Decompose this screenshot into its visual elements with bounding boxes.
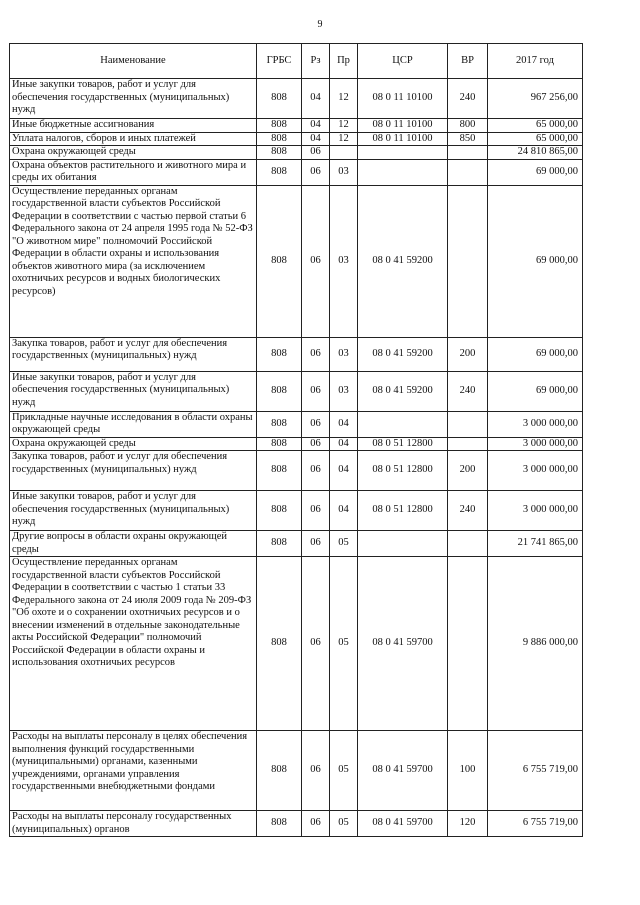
row-vr: [448, 411, 488, 437]
row-vr: [448, 185, 488, 337]
header-csr: ЦСР: [358, 44, 448, 79]
row-csr: 08 0 41 59700: [358, 557, 448, 731]
row-pr: 12: [330, 79, 358, 119]
row-vr: 120: [448, 811, 488, 837]
row-vr: 240: [448, 79, 488, 119]
row-amount: 6 755 719,00: [488, 731, 583, 811]
table-row: [10, 119, 583, 133]
row-pr: 03: [330, 371, 358, 411]
row-pr: 03: [330, 185, 358, 337]
row-grbs: 808: [257, 185, 302, 337]
row-rz: 06: [302, 451, 330, 491]
row-vr: 240: [448, 371, 488, 411]
row-grbs: 808: [257, 371, 302, 411]
row-grbs: 808: [257, 491, 302, 531]
row-pr: [330, 146, 358, 160]
row-name: Уплата налогов, сборов и иных платежей: [10, 132, 257, 146]
row-rz: 06: [302, 811, 330, 837]
row-csr: 08 0 41 59200: [358, 185, 448, 337]
row-name: Закупка товаров, работ и услуг для обеспечения государственных (муниципальных) нужд: [10, 337, 257, 371]
row-amount: 3 000 000,00: [488, 411, 583, 437]
row-grbs: 808: [257, 79, 302, 119]
row-csr: [358, 159, 448, 185]
row-rz: 06: [302, 531, 330, 557]
table-row: [10, 371, 583, 411]
row-name: Охрана окружающей среды: [10, 146, 257, 160]
row-pr: 05: [330, 811, 358, 837]
row-csr: 08 0 51 12800: [358, 451, 448, 491]
row-rz: 04: [302, 132, 330, 146]
row-amount: 3 000 000,00: [488, 437, 583, 451]
row-amount: 69 000,00: [488, 185, 583, 337]
row-amount: 6 755 719,00: [488, 811, 583, 837]
row-csr: 08 0 51 12800: [358, 437, 448, 451]
row-amount: 65 000,00: [488, 119, 583, 133]
row-rz: 06: [302, 159, 330, 185]
row-amount: 9 886 000,00: [488, 557, 583, 731]
row-csr: [358, 411, 448, 437]
row-name: Иные закупки товаров, работ и услуг для обеспечения государственных (муниципальных) нужд: [10, 371, 257, 411]
row-rz: 06: [302, 731, 330, 811]
row-pr: 12: [330, 132, 358, 146]
row-pr: 05: [330, 731, 358, 811]
table-row: [10, 185, 583, 337]
row-csr: 08 0 11 10100: [358, 79, 448, 119]
table-row: [10, 146, 583, 160]
row-pr: 04: [330, 437, 358, 451]
row-amount: 967 256,00: [488, 79, 583, 119]
row-pr: 05: [330, 557, 358, 731]
row-amount: 3 000 000,00: [488, 491, 583, 531]
row-amount: 3 000 000,00: [488, 451, 583, 491]
row-csr: 08 0 51 12800: [358, 491, 448, 531]
row-csr: [358, 146, 448, 160]
row-amount: 69 000,00: [488, 159, 583, 185]
row-rz: 06: [302, 437, 330, 451]
row-vr: 200: [448, 451, 488, 491]
row-name: Иные закупки товаров, работ и услуг для обеспечения государственных (муниципальных) нужд: [10, 491, 257, 531]
row-csr: 08 0 41 59200: [358, 337, 448, 371]
table-row: [10, 557, 583, 731]
row-grbs: 808: [257, 159, 302, 185]
row-rz: 06: [302, 185, 330, 337]
row-amount: 69 000,00: [488, 371, 583, 411]
row-name: Иные закупки товаров, работ и услуг для обеспечения государственных (муниципальных) нужд: [10, 79, 257, 119]
row-pr: 12: [330, 119, 358, 133]
row-csr: [358, 531, 448, 557]
row-rz: 06: [302, 337, 330, 371]
row-csr: 08 0 41 59200: [358, 371, 448, 411]
row-name: Иные бюджетные ассигнования: [10, 119, 257, 133]
row-grbs: 808: [257, 132, 302, 146]
row-name: Расходы на выплаты персоналу государственных (муниципальных) органов: [10, 811, 257, 837]
row-pr: 03: [330, 337, 358, 371]
row-vr: [448, 531, 488, 557]
row-grbs: 808: [257, 531, 302, 557]
header-name: Наименование: [10, 44, 257, 79]
table-row: [10, 159, 583, 185]
row-vr: [448, 146, 488, 160]
row-csr: 08 0 11 10100: [358, 132, 448, 146]
row-vr: [448, 557, 488, 731]
page-number: 9: [317, 19, 323, 30]
row-name: Охрана объектов растительного и животного мира и среды их обитания: [10, 159, 257, 185]
table-row: [10, 731, 583, 811]
table-row: [10, 811, 583, 837]
row-name: Осуществление переданных органам государственной власти субъектов Российской Федерации в соответствии с частью первой статьи 6 Федерального закона от 24 апреля 1995 года № 52-ФЗ "О животном мире" полномочий Российской Федерации в области охраны и использования объектов животного мира (за исключением охотничьих ресурсов и водных биологических ресурсов): [10, 185, 257, 337]
row-name: Охрана окружающей среды: [10, 437, 257, 451]
row-amount: 24 810 865,00: [488, 146, 583, 160]
row-vr: 240: [448, 491, 488, 531]
row-amount: 69 000,00: [488, 337, 583, 371]
row-rz: 06: [302, 557, 330, 731]
row-amount: 65 000,00: [488, 132, 583, 146]
row-vr: 200: [448, 337, 488, 371]
header-grbs: ГРБС: [257, 44, 302, 79]
row-rz: 06: [302, 411, 330, 437]
row-pr: 05: [330, 531, 358, 557]
table-row: [10, 411, 583, 437]
row-vr: 100: [448, 731, 488, 811]
row-grbs: 808: [257, 437, 302, 451]
budget-table: [9, 43, 583, 837]
row-rz: 04: [302, 79, 330, 119]
row-csr: 08 0 41 59700: [358, 731, 448, 811]
row-name: Прикладные научные исследования в области охраны окружающей среды: [10, 411, 257, 437]
table-row: [10, 132, 583, 146]
row-pr: 04: [330, 451, 358, 491]
row-grbs: 808: [257, 811, 302, 837]
row-name: Другие вопросы в области охраны окружающей среды: [10, 531, 257, 557]
row-pr: 04: [330, 411, 358, 437]
header-rz: Рз: [302, 44, 330, 79]
table-row: [10, 491, 583, 531]
row-grbs: 808: [257, 731, 302, 811]
table-row: [10, 531, 583, 557]
row-vr: 800: [448, 119, 488, 133]
row-csr: 08 0 11 10100: [358, 119, 448, 133]
header-year: 2017 год: [488, 44, 583, 79]
row-vr: 850: [448, 132, 488, 146]
row-rz: 06: [302, 371, 330, 411]
header-row: [10, 44, 583, 79]
row-pr: 03: [330, 159, 358, 185]
row-pr: 04: [330, 491, 358, 531]
header-vr: ВР: [448, 44, 488, 79]
table-row: [10, 451, 583, 491]
table-row: [10, 437, 583, 451]
row-grbs: 808: [257, 119, 302, 133]
row-amount: 21 741 865,00: [488, 531, 583, 557]
row-grbs: 808: [257, 451, 302, 491]
table-row: [10, 79, 583, 119]
row-rz: 06: [302, 491, 330, 531]
table-row: [10, 337, 583, 371]
row-name: Закупка товаров, работ и услуг для обеспечения государственных (муниципальных) нужд: [10, 451, 257, 491]
row-grbs: 808: [257, 411, 302, 437]
row-vr: [448, 437, 488, 451]
row-name: Расходы на выплаты персоналу в целях обеспечения выполнения функций государственными (муниципальными) органами, казенными учреждениями, органами управления государственными внебюджетными фондами: [10, 731, 257, 811]
row-grbs: 808: [257, 557, 302, 731]
row-csr: 08 0 41 59700: [358, 811, 448, 837]
row-name: Осуществление переданных органам государственной власти субъектов Российской Федерации в соответствии с частью 1 статьи 33 Федерального закона от 24 июля 2009 года № 209-ФЗ "Об охоте и о сохранении охотничьих ресурсов и о внесении изменений в отдельные законодательные акты Российской Федерации" полномочий Российской Федерации в области охраны и использования охотничьих ресурсов: [10, 557, 257, 731]
row-grbs: 808: [257, 337, 302, 371]
row-rz: 06: [302, 146, 330, 160]
row-grbs: 808: [257, 146, 302, 160]
row-vr: [448, 159, 488, 185]
header-pr: Пр: [330, 44, 358, 79]
row-rz: 04: [302, 119, 330, 133]
